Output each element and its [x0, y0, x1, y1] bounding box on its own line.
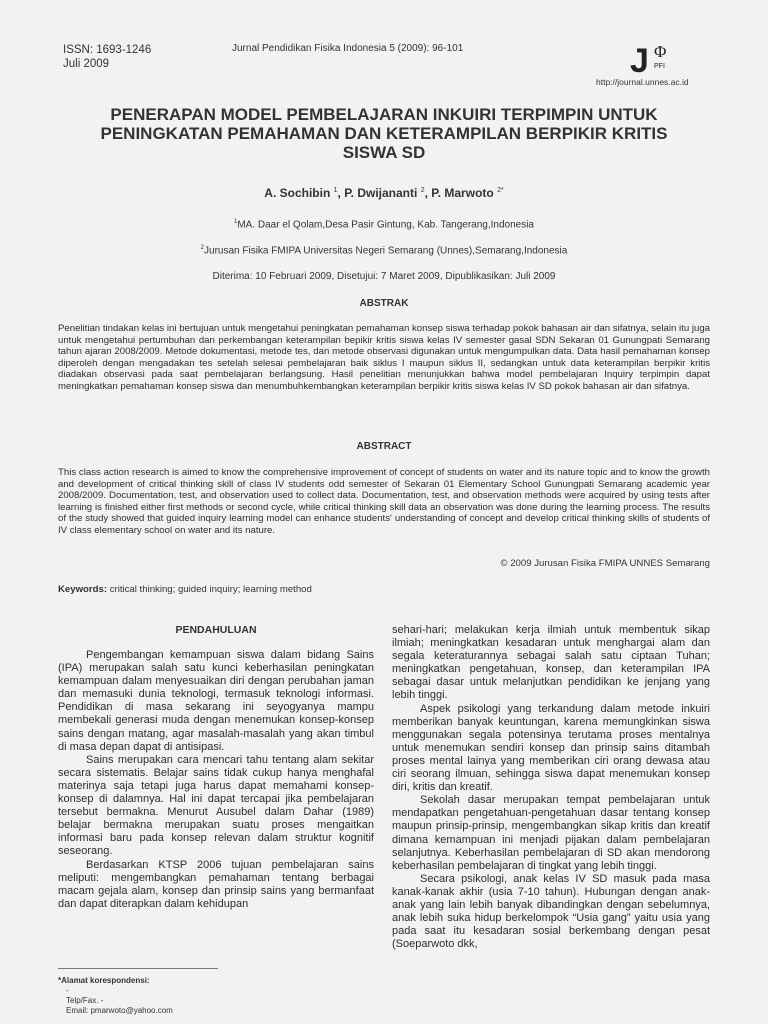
title-line: PENINGKATAN PEMAHAMAN DAN KETERAMPILAN BERPIKIR KRITIS — [100, 124, 668, 143]
author-sup: 1 — [333, 187, 338, 194]
issn-number: ISSN: 1693-1246 — [63, 44, 152, 56]
logo-letter: J — [630, 42, 649, 80]
issue-date: Juli 2009 — [63, 58, 110, 70]
affiliation-1 — [0, 219, 768, 230]
footnote-email[interactable]: Email: pmarwoto@yahoo.com — [66, 1006, 173, 1015]
keywords-text: critical thinking; guided inquiry; learning method — [107, 584, 312, 595]
abstrak-text: Penelitian tindakan kelas ini bertujuan untuk mengetahui peningkatan pemahaman konsep siswa terhadap pokok bahasan air dan sifatnya, selain itu juga untuk mengetahui pertumbuhan dan perkembangan keterampilan bepikir kritis siswa kelas IV semester gasal SDN Sekaran 01 Gunungpati Semarang tahun ajaran 2008/2009. Metode dokumentasi, metode tes, dan metode observasi digunakan untuk mengumpulkan data. Data hasil pemahaman konsep diperoleh dengan mengadakan tes setelah selesai pembelajaran baik siklus I maupun siklus II, sedangkan untuk data keterampilan berpikir kritis diadakan observasi pada saat pembelajaran berlangsung. Hasil penelitian menunjukkan bahwa model pembelajaran Inquiry terpimpin dapat meningkatkan pemahaman konsep siswa dan menumbuhkembangkan keterampilan berpikir kritis siswa kelas IV SD pokok bahasan air dan sifatnya. — [58, 323, 710, 392]
body-paragraph: Secara psikologi, anak kelas IV SD masuk pada masa kanak-kanak akhir (usia 7-10 tahun). Hubungan dengan anak-anak yang lain lebih banyak dibandingkan dengan sebelumnya, anak lebih suka hidup berkelompok “Usia gang” yaitu usia yang pada saat itu kesadaran sosial berkembang dengan pesat (Soeparwoto dkk, — [392, 872, 710, 951]
body-paragraph: Sains merupakan cara mencari tahu tentang alam sekitar secara sistematis. Belajar sains tidak cukup hanya menghafal materinya saja tetapi juga harus dapat memahami konsep-konsep di dalamnya. Hal ini dapat tercapai jika pembelajaran tersebut bermakna. Menurut Ausubel dalam Dahar (1989) belajar bermakna merupakan suatu proses mengaitkan informasi baru pada konsep relevan dalam struktur kognitif seseorang. — [58, 753, 374, 858]
body-paragraph: Sekolah dasar merupakan tempat pembelajaran untuk mendapatkan pengetahuan-pengetahuan dasar tentang konsep maupun prinsip-prinsip, mengembangkan sikap kritis dan kreatif dimana kemampuan ini menjadi pijakan dalam pembelajaran selanjutnya. Keberhasilan pembelajaran di SD akan mendorong keberhasilan pembelajaran di tingkat yang lebih tinggi. — [392, 794, 710, 872]
keywords-label: Keywords: — [58, 584, 108, 595]
affiliation-sup: 1 — [234, 219, 238, 225]
author-list — [0, 186, 768, 200]
footnote-rule — [58, 968, 218, 969]
body-paragraph: sehari-hari; melakukan kerja ilmiah untuk membentuk sikap ilmiah; meningkatkan kesadaran untuk menghargai alam dan segala keteraturannya sebagai salah satu ciptaan Tuhan; meningkatkan pengetahuan, konsep, dan keterampilan IPA sebagai dasar untuk melanjutkan pendidikan ke jenjang yang lebih tinggi. — [392, 624, 710, 702]
author-separator: , — [424, 186, 432, 200]
affiliation-text: MA. Daar el Qolam,Desa Pasir Gintung, Kab. Tangerang,Indonesia — [237, 219, 534, 231]
correspondence-footnote — [58, 976, 173, 1016]
author-name: P. Marwoto — [431, 186, 494, 200]
body-paragraph: Pengembangan kemampuan siswa dalam bidang Sains (IPA) merupakan salah satu kunci keberhasilan peningkatan kemampuan dalam menyesuaikan diri dengan perubahan jaman dan memasuki dunia teknologi, termasuk teknologi informasi. Pendidikan di masa sekarang ini seyogyanya mampu membekali generasi muda dengan menemukan konsep-konsep sains dengan matang, agar masalah-masalah yang akan timbul di masa depan dapat di antisipasi. — [58, 649, 374, 753]
publication-dates: Diterima: 10 Februari 2009, Disetujui: 7 Maret 2009, Dipublikasikan: Juli 2009 — [212, 271, 556, 282]
journal-logo — [628, 38, 690, 80]
footnote-heading: *Alamat korespondensi: — [58, 976, 150, 985]
title-line: PENERAPAN MODEL PEMBELAJARAN INKUIRI TERPIMPIN UNTUK — [110, 105, 658, 124]
affiliation-sup: 2 — [200, 245, 205, 251]
author-name: P. Dwijananti — [344, 186, 418, 200]
title-line: SISWA SD — [342, 143, 426, 162]
author-name: A. Sochibin — [264, 186, 331, 200]
author-sup: 2* — [497, 187, 504, 194]
body-paragraph: Berdasarkan KTSP 2006 tujuan pembelajaran sains meliputi: mengembangkan pemahaman tentang berbagai macam gejala alam, konsep dan prinsip sains yang bermanfaat dan dapat diterapkan dalam kehidupan — [58, 858, 374, 910]
abstract-heading: ABSTRACT — [356, 441, 412, 452]
body-paragraph: Aspek psikologi yang terkandung dalam metode inkuiri memberikan banyak keuntungan, karena memungkinkan siswa menggunakan segala potensinya terutama proses mentalnya untuk menemukan sendiri konsep dan prinsip sains ditambah proses mental lainya yang memberikan ciri orang dewasa atau ciri seorang ilmuan, sehingga siswa dapat menemukan konsep diri, kritis dan kreatif. — [392, 702, 710, 794]
body-column-left — [58, 624, 374, 911]
copyright: © 2009 Jurusan Fisika FMIPA UNNES Semarang — [500, 558, 710, 569]
author-sup: 2 — [420, 187, 425, 194]
affiliation-2 — [0, 245, 768, 256]
abstract-text: This class action research is aimed to know the comprehensive improvement of concept of students on water and its nature topic and to know the growth and development of critical thinking skill of class IV students odd semester of Sekaran 01 Elementary School Gunungpati Semarang academic year 2008/2009. Documentation, test, and observation used to collect data. Documentation, test, and observation methods were acquired by using tests after learning is finished either first methods or second cycle, while critical thinking skill data an observation was done during the learning process. The results of the study showed that guided inquiry learning model can enhance students' understanding of concept and develop critical thinking skills of students of IV class elementary school on water and its nature. — [58, 467, 710, 536]
logo-symbol: Φ — [654, 42, 667, 61]
keywords — [58, 584, 312, 595]
abstrak-heading: ABSTRAK — [359, 298, 409, 309]
author-separator: , — [337, 186, 345, 200]
affiliation-text: Jurusan Fisika FMIPA Universitas Negeri Semarang (Unnes),Semarang,Indonesia — [204, 245, 568, 257]
logo-text: PFI — [654, 63, 665, 70]
journal-url[interactable]: http://journal.unnes.ac.id — [596, 77, 689, 87]
journal-citation: Jurnal Pendidikan Fisika Indonesia 5 (2009): 96-101 — [232, 43, 464, 54]
footnote-dash: - — [66, 986, 69, 995]
body-column-right — [392, 624, 710, 951]
footnote-telp: Telp/Fax. - — [66, 996, 104, 1005]
paper-title — [60, 105, 708, 162]
section-heading: PENDAHULUAN — [175, 624, 257, 636]
issn-block — [63, 43, 151, 71]
